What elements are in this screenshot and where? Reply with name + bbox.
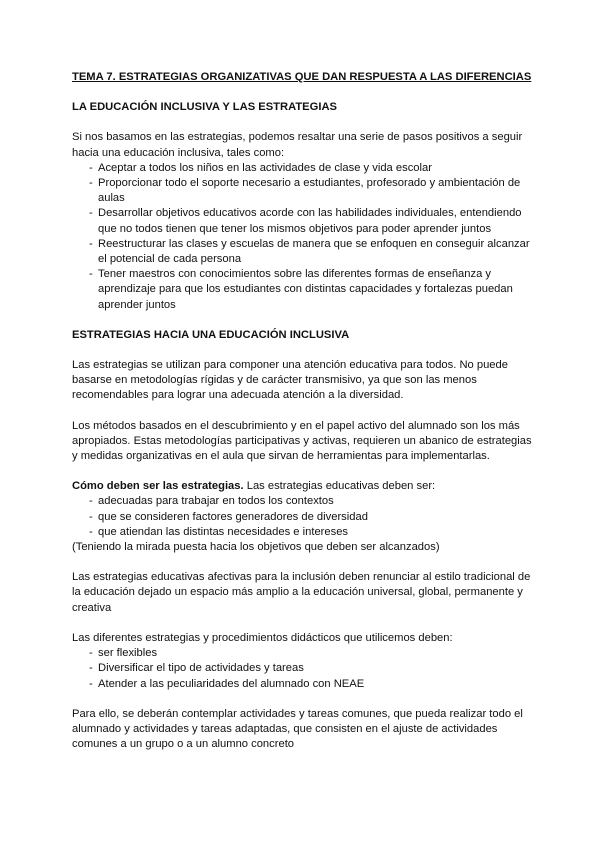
list-item: - Atender a las peculiaridades del alumnado con NEAE (72, 677, 532, 692)
list-item: - que se consideren factores generadores de diversidad (72, 510, 532, 525)
list-item: - Desarrollar objetivos educativos acorde con las habilidades individuales, entendiendo que no todos tienen que tener los mismos objetivos para poder aprender juntos (72, 206, 532, 236)
paragraph: Para ello, se deberán contemplar actividades y tareas comunes, que pueda realizar todo el alumnado y actividades y tareas adaptadas, que consisten en el ajuste de actividades comunes a un grupo o a un alumno concreto (72, 707, 523, 751)
section1-list (72, 161, 532, 313)
list-item: - Proporcionar todo el soporte necesario a estudiantes, profesorado y ambientación de aulas (72, 176, 532, 206)
section-heading-strategies: ESTRATEGIAS HACIA UNA EDUCACIÓN INCLUSIVA (72, 328, 350, 341)
paragraph: Las estrategias educativas afectivas para la inclusión deben renunciar al estilo tradicional de la educación dejado un espacio más amplio a la educación universal, global, permanente y creativa (72, 571, 531, 614)
how-strategies-list (72, 494, 532, 540)
list-item: - que atiendan las distintas necesidades e intereses (72, 525, 532, 540)
how-strategies-label: Cómo deben ser las estrategias. (72, 480, 244, 493)
must-list (72, 646, 532, 692)
list-item: - Reestructurar las clases y escuelas de manera que se enfoquen en conseguir alcanzar el potencial de cada persona (72, 237, 532, 267)
section1-intro: Si nos basamos en las estrategias, podemos resaltar una serie de pasos positivos a seguir hacia una educación inclusiva, tales como: (72, 131, 523, 159)
document-title: TEMA 7. ESTRATEGIAS ORGANIZATIVAS QUE DAN RESPUESTA A LAS DIFERENCIAS (72, 71, 532, 83)
list-item: - adecuadas para trabajar en todos los contextos (72, 494, 532, 509)
paragraph: Los métodos basados en el descubrimiento y en el papel activo del alumnado son los más apropiados. Estas metodologías participativas y activas, requieren un abanico de estrategias y medidas organizativas en el aula que sirvan de herramientas para implementarlas. (72, 419, 532, 463)
list-item: - Tener maestros con conocimientos sobre las diferentes formas de enseñanza y aprendizaje para que los estudiantes con distintas capacidades y fortalezas puedan aprender juntos (72, 267, 532, 313)
list-item: - Aceptar a todos los niños en las actividades de clase y vida escolar (72, 161, 532, 176)
list-item: - ser flexibles (72, 646, 532, 661)
how-strategies-text: Las estrategias educativas deben ser: (243, 480, 436, 493)
paragraph: Las diferentes estrategias y procedimientos didácticos que utilicemos deben: (72, 631, 453, 644)
section-heading-inclusive-education: LA EDUCACIÓN INCLUSIVA Y LAS ESTRATEGIAS (72, 101, 337, 114)
list-item: - Diversificar el tipo de actividades y tareas (72, 661, 532, 676)
paragraph: Las estrategias se utilizan para componer una atención educativa para todos. No puede basarse en metodologías rígidas y de carácter transmisivo, ya que son las menos recomendables para lograr una adecuada atención a la diversidad. (72, 359, 508, 402)
how-strategies-paragraph (72, 479, 532, 494)
how-strategies-note: (Teniendo la mirada puesta hacia los objetivos que deben ser alcanzados) (72, 541, 440, 554)
